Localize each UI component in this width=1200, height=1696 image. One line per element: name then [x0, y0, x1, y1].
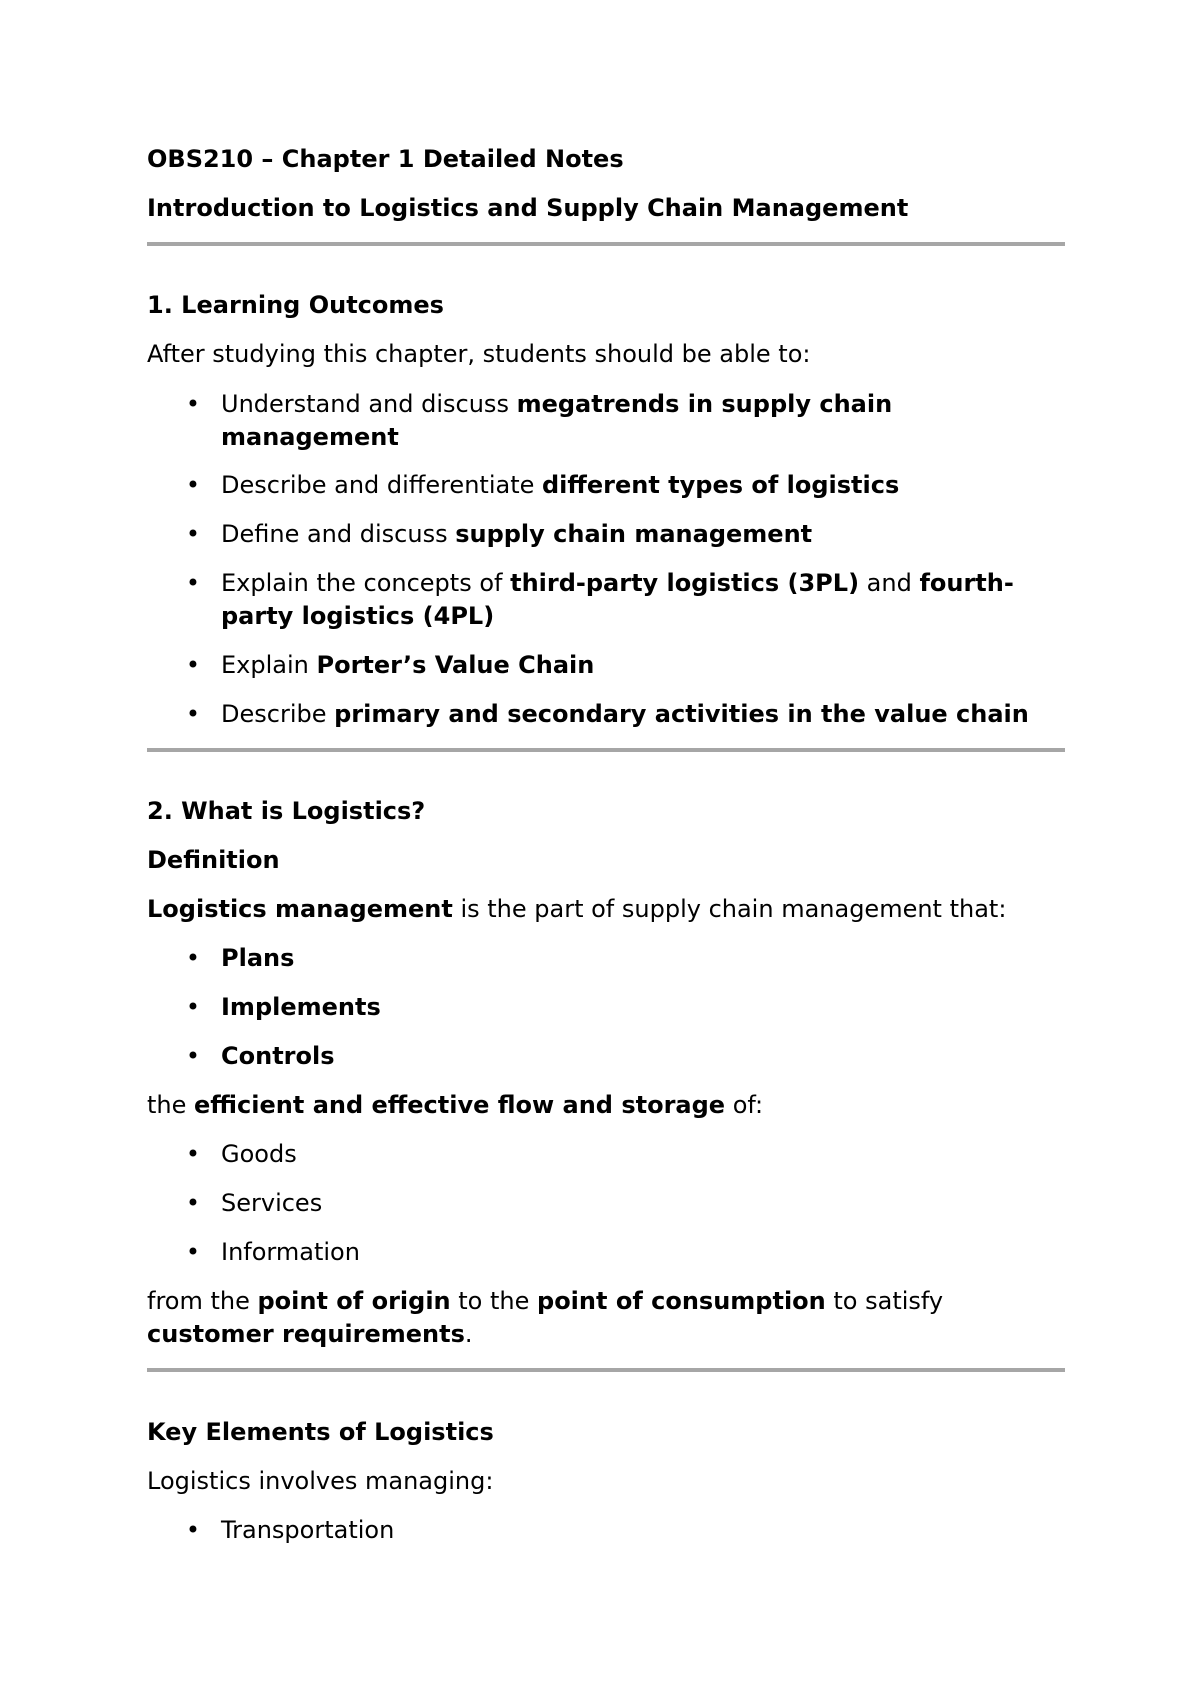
bullet-icon: • — [185, 569, 201, 597]
bullet-icon: • — [185, 1516, 201, 1544]
list-item: • Implements — [221, 991, 1081, 1024]
bullet-icon: • — [185, 1042, 201, 1070]
learning-outcomes-intro: After studying this chapter, students should be able to: — [147, 340, 811, 368]
horizontal-rule — [147, 1368, 1065, 1372]
bullet-icon: • — [185, 1140, 201, 1168]
bullet-icon: • — [185, 471, 201, 499]
bullet-icon: • — [185, 944, 201, 972]
section-heading-learning-outcomes: 1. Learning Outcomes — [147, 291, 444, 319]
key-elements-intro: Logistics involves managing: — [147, 1467, 494, 1495]
list-item: • Transportation — [221, 1514, 1081, 1547]
bullet-icon: • — [185, 390, 201, 418]
document-subtitle: Introduction to Logistics and Supply Chain Management — [147, 194, 909, 222]
list-item: • Explain the concepts of third-party logistics (3PL) and fourth- party logistics (4PL) — [221, 567, 1081, 633]
list-item: • Describe and differentiate different types of logistics — [221, 469, 1081, 502]
list-item: • Plans — [221, 942, 1081, 975]
bullet-icon: • — [185, 651, 201, 679]
definition-text: Logistics management is the part of supply chain management that: — [147, 895, 1007, 923]
list-item: • Goods — [221, 1138, 1081, 1171]
definition-subheading: Definition — [147, 846, 280, 874]
bullet-icon: • — [185, 1238, 201, 1266]
section-heading-what-is-logistics: 2. What is Logistics? — [147, 797, 426, 825]
document-title: OBS210 – Chapter 1 Detailed Notes — [147, 145, 624, 173]
bullet-icon: • — [185, 1189, 201, 1217]
bullet-icon: • — [185, 993, 201, 1021]
list-item: • Understand and discuss megatrends in supply chain management — [221, 388, 1081, 454]
bullet-icon: • — [185, 700, 201, 728]
list-item: • Describe primary and secondary activities in the value chain — [221, 698, 1081, 731]
list-item: • Define and discuss supply chain management — [221, 518, 1081, 551]
bullet-icon: • — [185, 520, 201, 548]
horizontal-rule — [147, 242, 1065, 246]
section-heading-key-elements: Key Elements of Logistics — [147, 1418, 494, 1446]
closing-text: from the point of origin to the point of consumption to satisfy customer requirements. — [147, 1287, 944, 1348]
list-item: • Controls — [221, 1040, 1081, 1073]
list-item: • Information — [221, 1236, 1081, 1269]
horizontal-rule — [147, 748, 1065, 752]
flow-text: the efficient and effective flow and storage of: — [147, 1091, 764, 1119]
list-item: • Explain Porter’s Value Chain — [221, 649, 1081, 682]
list-item: • Services — [221, 1187, 1081, 1220]
